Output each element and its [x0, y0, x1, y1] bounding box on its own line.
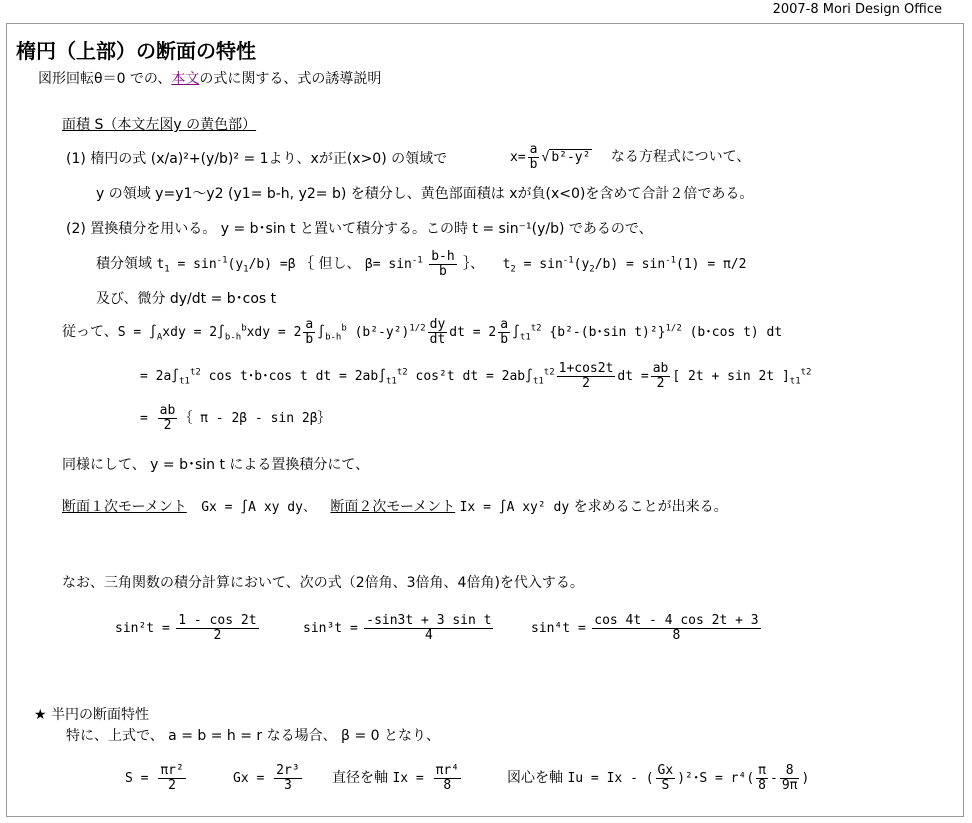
trig-sin2 [115, 614, 261, 642]
credit-header: 2007-8 Mori Design Office [772, 2, 942, 17]
item-1-text: (1) 楕円の式 (x/a)²+(y/b)² = 1より、xが正(x>0) の領域で [66, 151, 448, 167]
trig-sin3-lhs: sin³t = [303, 621, 358, 637]
item-1 [66, 148, 447, 168]
half-gx: Gx = $\frac{\text{2r³}}{3}$ [233, 763, 300, 793]
half-s: S = $\frac{\text{πr²}}{2}$ [125, 763, 184, 793]
trig-sin4 [531, 614, 763, 642]
half-circle-heading: ★ 半円の断面特性 [34, 707, 150, 723]
half-iu: 図心を軸 Iu = Ix - ( $\frac{Gx}{S}$ )²･S = r⁴( $\frac{\pi}{8}$ - $\frac{8}{9\pi}$ ) [507, 763, 810, 793]
trig-sin2-lhs: sin²t = [115, 621, 170, 637]
second-moment-label: 断面２次モーメント [330, 499, 456, 515]
trig-sin2-den: 2 [213, 627, 222, 643]
trig-sin4-den: 8 [672, 627, 681, 643]
page-title: 楕円（上部）の断面の特性 [16, 39, 256, 63]
item-2-diff: 及び、微分 dy/dt = b･cos t [96, 291, 277, 307]
honbun-link[interactable]: 本文 [171, 71, 200, 87]
derivation-line-1: 従って、$S = \int_Axdy = 2\int_{b-h}^bxdy = 2$ $\frac{a}{b}$ $\int_{b-h}^b$ $(b^2-y^2)^{1/2}$ $\frac{dy}{dt}$ dt = 2 $\frac{a}{b}$ $\int_{t1}^{t2}$ {b²-(b･sin t)²}$^{1/2}$ (b･cos t) dt [62, 317, 783, 347]
gx-formula: Gx = ∫A xy dy、 [201, 500, 316, 515]
item-2-range: 積分領域 $t_1 = \sin^{-1}(y_1/b) =\beta$ ｛ 但し、 $\beta= \sin^{-1}$ $\frac{b-h}{b}$ ｝、 $t_2 = \sin^{-1}(y_2/b) = \sin^{-1}(1) = \pi/2$ [96, 249, 747, 279]
similarly-text: 同様にして、 y = b･sin t による置換積分にて、 [62, 457, 370, 473]
half-ix: 直径を軸 Ix = $\frac{\text{πr⁴}}{8}$ [332, 763, 460, 793]
item-1b: y の領域 y=y1〜y2 (y1= b-h, y2= b) を積分し、黄色部面積は xが負(x<0)を含めて合計２倍である。 [96, 186, 754, 202]
half-circle-line: 特に、上式で、 a = b = h = r なる場合、 β = 0 となり、 [66, 728, 440, 744]
derivation-line-2: = $2a\int_{t1}^{t2}$ cos t･b･cos t dt = $2ab\int_{t1}^{t2}$ cos²t dt = $2ab\int_{t1}^{t2}$ $\frac{1+\cos 2t}{2}$ dt = $\frac{ab}{2}$ [ 2t + sin 2t ]$_{t1}^{t2}$ [140, 361, 812, 391]
trig-sin4-lhs: sin⁴t = [531, 621, 586, 637]
moments-line [62, 496, 728, 516]
trig-sin3-num: -sin3t + 3 sin t [366, 613, 492, 628]
subtitle-before: 図形回転θ＝0 での、 [38, 71, 172, 87]
area-heading: 面積 S（本文左図y の黄色部） [62, 117, 257, 133]
trig-sin2-num: 1 - cos 2t [178, 613, 257, 628]
moments-tail: を求めることが出来る。 [573, 499, 728, 515]
subtitle [38, 68, 381, 88]
trig-sin3-den: 4 [424, 627, 433, 643]
ix-formula: Ix = ∫A xy² dy [459, 500, 570, 515]
first-moment-label: 断面１次モーメント [62, 499, 187, 515]
trig-note: なお、三角関数の積分計算において、次の式（2倍角、3倍角、4倍角)を代入する。 [62, 575, 584, 591]
trig-sin3 [303, 614, 495, 642]
item-2: (2) 置換積分を用いる。 y = b･sin t と置いて積分する。この時 t = sin⁻¹(y/b) であるので、 [66, 221, 653, 237]
ellipse-equation: x= $\frac{a}{b}$ √ b²-y² なる方程式について、 [510, 142, 751, 172]
derivation-line-3: = $\frac{ab}{2}$ ｛ π - 2β - sin 2β｝ [140, 403, 331, 433]
trig-sin4-num: cos 4t - 4 cos 2t + 3 [594, 613, 759, 628]
subtitle-after: の式に関する、式の誘導説明 [199, 71, 382, 87]
